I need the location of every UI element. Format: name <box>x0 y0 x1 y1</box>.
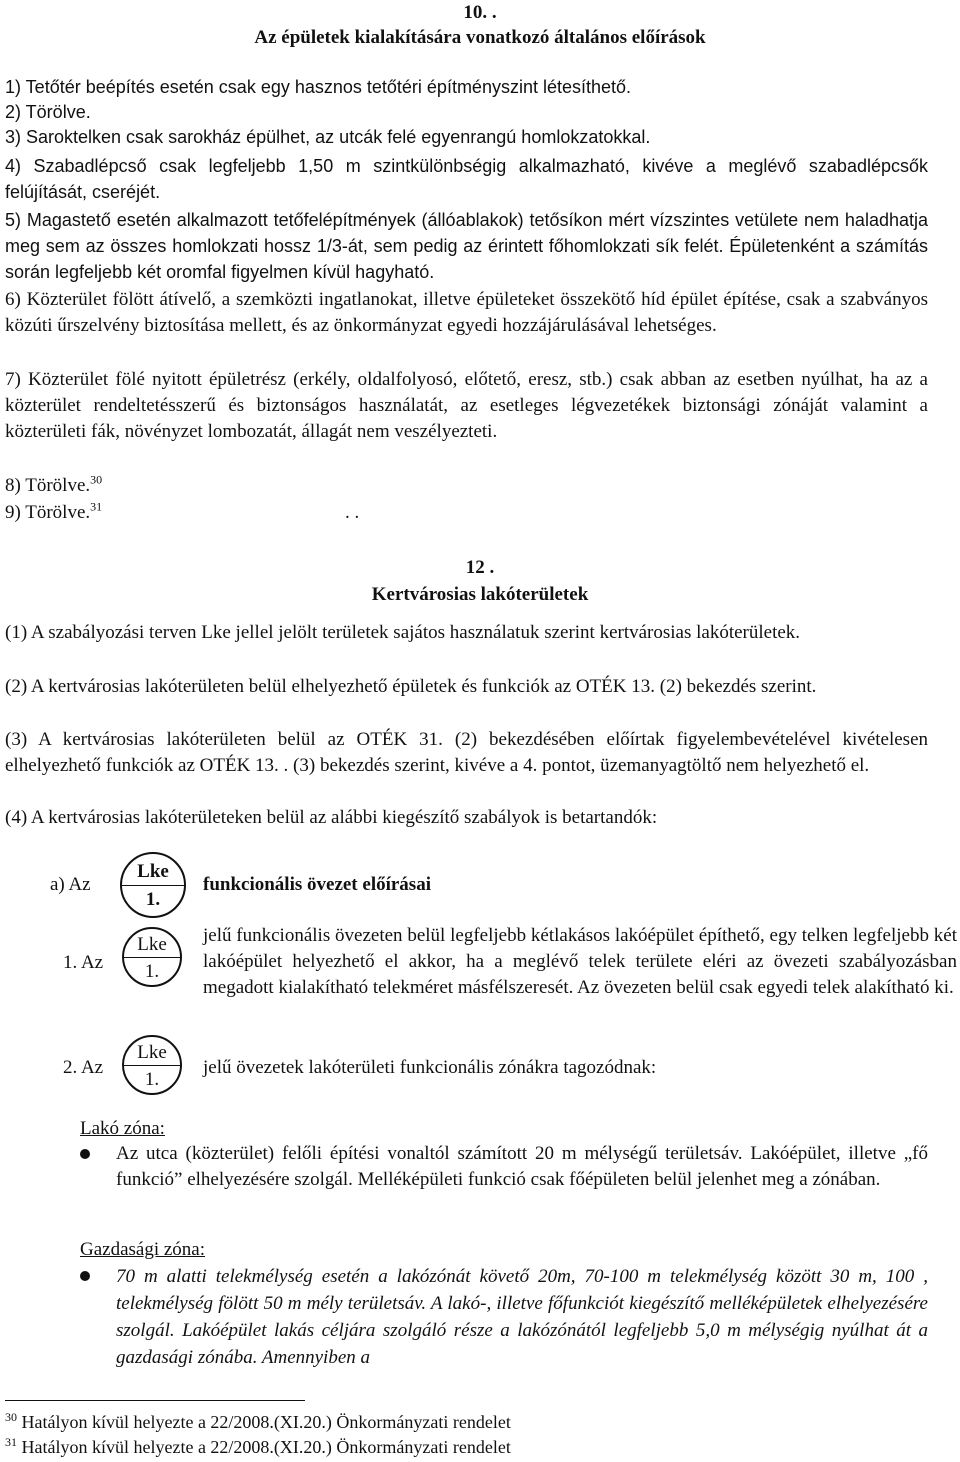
sec10-item-5: 5) Magastető esetén alkalmazott tetőfelépítmények (állóablakok) tetősíkon mért vízszintes vetülete nem haladhatja meg sem az összes homlokzati hossz 1/3-át, sem pedig az érintett főhomlokzati sík felét. Épületenként a számítás során legfeljebb két oromfal figyelmen kívül hagyható. <box>5 210 928 282</box>
stray-dots: . . <box>345 502 360 523</box>
gazdasagi-zona-text: 70 m alatti telekmélység esetén a lakózónát követő 20m, 70-100 m telekmélység között 30 m, 100 , telekmélység fölött 50 m mély területsáv. A lakó-, illetve főfunkciót kiegészítő melléképületek elhelyezésére szolgál. Lakóépület lakás céljára szolgáló része a lakózónától legfeljebb 5,0 m mélységig nyúlhat át a gazdasági zónába. Amennyiben a <box>116 1266 928 1368</box>
lke-symbol-1-top: Lke <box>137 934 167 955</box>
item-1-prefix: 1. Az <box>63 952 104 973</box>
lke-symbol-2 <box>122 1035 188 1101</box>
lke-symbol-a-bottom: 1. <box>145 889 161 910</box>
lke-symbol-1 <box>122 927 188 993</box>
gazdasagi-bullet <box>80 1271 90 1281</box>
lako-zona-text: Az utca (közterület) felőli építési vonaltól számított 20 m mélységű területsáv. Lakóépület, illetve „fő funkció” elhelyezésére szolgál. Melléképületi funkció csak főépületen belül jelenhet meg a zónában. <box>116 1143 928 1190</box>
lke-symbol-2-top: Lke <box>137 1042 167 1063</box>
item-1-text: jelű funkcionális övezeten belül legfeljebb kétlakásos lakóépület építhető, egy telken legfeljebb két lakóépület helyezhető el akkor, ha a meglévő telek területe eléri az övezeti szabályozásban megadott kialakítható telekméret másfélszeresét. Az övezeten belül csak egyedi telek alakítható ki. <box>203 925 957 998</box>
lke-symbol-a-top: Lke <box>137 861 169 882</box>
item-2-text: jelű övezetek lakóterületi funkcionális zónákra tagozódnak: <box>203 1057 657 1078</box>
footnote-ref-30[interactable]: 30 <box>90 472 103 487</box>
sec10-item-6: 6) Közterület fölött átívelő, a szemközti ingatlanokat, illetve épületeket összekötő híd épület építése, csak a szabványos közúti űrszelvény biztosítása mellett, és az önkormányzat egyedi hozzájárulásával lehetséges. <box>5 289 928 336</box>
sec12-item-4: (4) A kertvárosias lakóterületeken belül az alábbi kiegészítő szabályok is betartandók: <box>5 807 658 828</box>
gazdasagi-zona-heading: Gazdasági zóna: <box>80 1239 206 1260</box>
sec10-item-7: 7) Közterület fölé nyitott épületrész (erkély, oldalfolyosó, előtető, eresz, stb.) csak abban az esetben nyúlhat, ha az a közterület rendeltetésszerű és biztonságos használatát, az esetleges légvezetékek biztonsági zónáját valamint a közterületi fák, növényzet lombozatát, állagát nem veszélyezteti. <box>5 369 928 442</box>
sec10-item-8 <box>5 473 928 498</box>
sec10-item-8-text: 8) Törölve. <box>5 475 91 496</box>
footnote-31 <box>5 1435 511 1460</box>
footnote-30-number: 30 <box>5 1410 17 1424</box>
lako-zona-heading: Lakó zóna: <box>80 1118 165 1139</box>
lke-symbol-a <box>120 852 186 918</box>
section-12-title: Kertvárosias lakóterületek <box>371 584 589 605</box>
sec10-item-2: 2) Törölve. <box>5 102 91 122</box>
lke-symbol-2-bottom: 1. <box>144 1069 160 1090</box>
sec10-item-9 <box>5 500 928 525</box>
item-2-prefix: 2. Az <box>63 1057 104 1078</box>
item-a-prefix: a) Az <box>50 874 91 895</box>
section-10-title: Az épületek kialakítására vonatkozó általános előírások <box>254 27 706 48</box>
footnote-ref-31[interactable]: 31 <box>90 499 103 514</box>
sec10-item-4: 4) Szabadlépcső csak legfeljebb 1,50 m szintkülönbségig alkalmazható, kivéve a meglévő szabadlépcsők felújítását, cseréjét. <box>5 156 928 202</box>
sec12-item-2: (2) A kertvárosias lakóterületen belül elhelyezhető épületek és funkciók az OTÉK 13. (2) bekezdés szerint. <box>5 676 817 697</box>
sec10-item-9-text: 9) Törölve. <box>5 502 91 523</box>
section-10-number: 10. . <box>463 2 497 23</box>
sec12-item-3: (3) A kertvárosias lakóterületen belül az OTÉK 31. (2) bekezdésében előírtak figyelembevételével kivételesen elhelyezhető funkciók az OTÉK 13. . (3) bekezdés szerint, kivéve a 4. pontot, üzemanyagtöltő nem helyezhető el. <box>5 729 928 776</box>
sec10-item-1: 1) Tetőtér beépítés esetén csak egy hasznos tetőtéri építményszint létesíthető. <box>5 77 632 97</box>
item-a-text: funkcionális övezet előírásai <box>203 874 431 895</box>
footnote-31-text: Hatályon kívül helyezte a 22/2008.(XI.20.) Önkormányzati rendelet <box>21 1437 511 1457</box>
section-12-number: 12 . <box>465 557 495 578</box>
lako-bullet <box>80 1149 90 1159</box>
lke-symbol-1-bottom: 1. <box>144 961 160 982</box>
footnote-30 <box>5 1410 511 1435</box>
sec12-item-1: (1) A szabályozási terven Lke jellel jelölt területek sajátos használatuk szerint kertvárosias lakóterületek. <box>5 622 801 643</box>
footnote-30-text: Hatályon kívül helyezte a 22/2008.(XI.20.) Önkormányzati rendelet <box>21 1412 511 1432</box>
sec10-item-3: 3) Saroktelken csak sarokház épülhet, az utcák felé egyenrangú homlokzatokkal. <box>5 127 651 147</box>
footnote-31-number: 31 <box>5 1435 17 1449</box>
footnote-separator <box>5 1400 305 1401</box>
